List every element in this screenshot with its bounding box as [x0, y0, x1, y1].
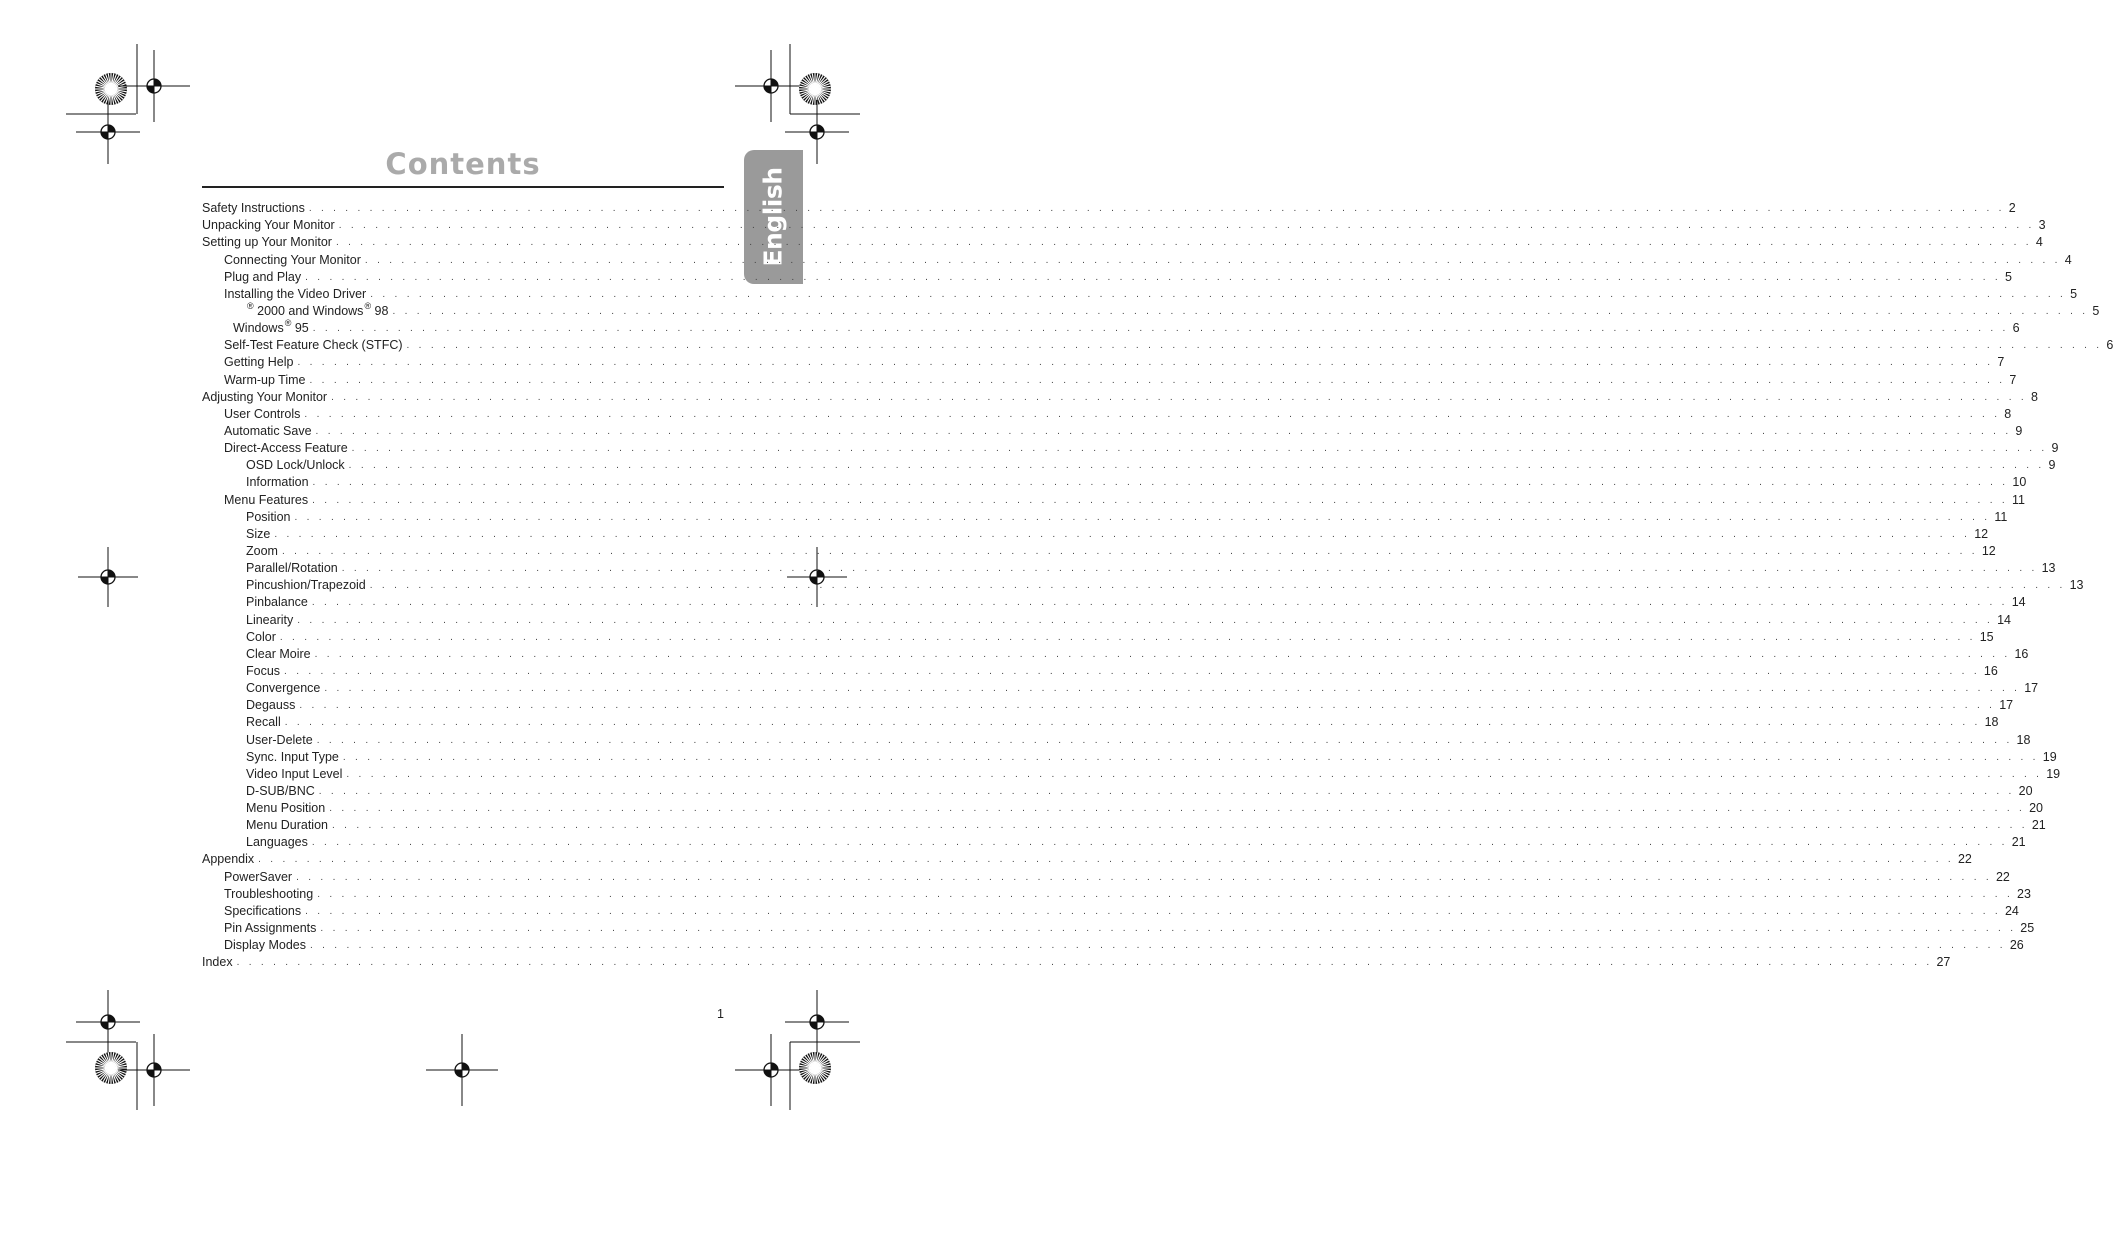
toc-entry-page: 19: [2046, 766, 2061, 781]
toc-entry: [202, 935, 2024, 953]
toc-entry-page: 10: [2012, 475, 2027, 490]
toc-entry-page: 4: [2064, 252, 2072, 267]
toc-entry-label: Menu Features: [224, 492, 309, 507]
toc-entry-label: Plug and Play: [224, 269, 302, 284]
toc-entry-page: 17: [2024, 681, 2039, 696]
toc-entry-label: D-SUB/BNC: [246, 783, 315, 798]
toc-entry: [202, 849, 1972, 867]
dot-leader: . . . . . . . . . . . . . . . . . . . . . . . . . . . . . . . . . . . . . . . . . . . . . . . . . . . . . . . . . . . . . . . . . . . . . . . . . . . . . . . . . . . . . . . . . . . . . . . . . . . . . . . . . . . . . . . . . . . . . . . . . . . . . . . . . . . . . . . . . . . .: [338, 220, 2035, 232]
toc-entry-page: 5: [2070, 286, 2078, 301]
dot-leader: . . . . . . . . . . . . . . . . . . . . . . . . . . . . . . . . . . . . . . . . . . . . . . . . . . . . . . . . . . . . . . . . . . . . . . . . . . . . . . . . . . . . . . . . . . . . . . . . . . . . . . . . . . . . . . . . . . . . . . . . . . . . . . . . . . . . . . . . . . . .: [318, 785, 2015, 797]
toc-entry-page: 5: [2092, 303, 2100, 318]
toc-entry: [202, 421, 2023, 438]
toc-entry: [202, 472, 2027, 490]
toc-entry-page: 20: [2018, 783, 2033, 798]
toc-entry: [202, 558, 2056, 576]
toc-entry-page: 14: [1997, 612, 2012, 627]
dot-leader: . . . . . . . . . . . . . . . . . . . . . . . . . . . . . . . . . . . . . . . . . . . . . . . . . . . . . . . . . . . . . . . . . . . . . . . . . . . . . . . . . . . . . . . . . . . . . . . . . . . . . . . . . . . . . . . . . . . . . . . . . . . . . . . . . . . . . . . . . . . .: [369, 580, 2066, 592]
toc-entry-label: Index: [202, 955, 233, 970]
toc-entry: [202, 644, 2029, 661]
toc-entry-page: 13: [2069, 578, 2084, 593]
toc-entry-label: Convergence: [246, 681, 321, 696]
title-rule: [202, 186, 724, 188]
dot-leader: . . . . . . . . . . . . . . . . . . . . . . . . . . . . . . . . . . . . . . . . . . . . . . . . . . . . . . . . . . . . . . . . . . . . . . . . . . . . . . . . . . . . . . . . . . . . . . . . . . . . . . . . . . . . . . . . . . . . . . . . . . . . . . . . . . . . . . . . . . . .: [342, 751, 2039, 763]
dot-leader: . . . . . . . . . . . . . . . . . . . . . . . . . . . . . . . . . . . . . . . . . . . . . . . . . . . . . . . . . . . . . . . . . . . . . . . . . . . . . . . . . . . . . . . . . . . . . . . . . . . . . . . . . . . . . . . . . . . . . . . . . . . . . . . . . . . . . . . . . . . .: [294, 511, 1991, 523]
dot-leader: . . . . . . . . . . . . . . . . . . . . . . . . . . . . . . . . . . . . . . . . . . . . . . . . . . . . . . . . . . . . . . . . . . . . . . . . . . . . . . . . . . . . . . . . . . . . . . . . . . . . . . . . . . . . . . . . . . . . . . . . . . . . . . . . . . . . . . . . . . . .: [320, 923, 2017, 935]
toc-entry-page: 21: [2011, 835, 2026, 850]
toc-entry-label: Getting Help: [224, 355, 294, 370]
toc-entry-label: Setting up Your Monitor: [202, 235, 332, 250]
toc-entry-label: Connecting Your Monitor: [224, 252, 361, 267]
dot-leader: . . . . . . . . . . . . . . . . . . . . . . . . . . . . . . . . . . . . . . . . . . . . . . . . . . . . . . . . . . . . . . . . . . . . . . . . . . . . . . . . . . . . . . . . . . . . . . . . . . . . . . . . . . . . . . . . . . . . . . . . . . . . . . . . . . . . . . . . . . . .: [346, 768, 2043, 780]
dot-leader: . . . . . . . . . . . . . . . . . . . . . . . . . . . . . . . . . . . . . . . . . . . . . . . . . . . . . . . . . . . . . . . . . . . . . . . . . . . . . . . . . . . . . . . . . . . . . . . . . . . . . . . . . . . . . . . . . . . . . . . . . . . . . . . . . . . . . . . . . . . .: [351, 443, 2048, 455]
toc-entry-label: ® 2000 and Windows® 98: [247, 300, 389, 318]
dot-leader: . . . . . . . . . . . . . . . . . . . . . . . . . . . . . . . . . . . . . . . . . . . . . . . . . . . . . . . . . . . . . . . . . . . . . . . . . . . . . . . . . . . . . . . . . . . . . . . . . . . . . . . . . . . . . . . . . . . . . . . . . . . . . . . . . . . . . . . . . . . .: [315, 425, 2012, 437]
toc-entry-page: 16: [1983, 663, 1998, 678]
dot-leader: . . . . . . . . . . . . . . . . . . . . . . . . . . . . . . . . . . . . . . . . . . . . . . . . . . . . . . . . . . . . . . . . . . . . . . . . . . . . . . . . . . . . . . . . . . . . . . . . . . . . . . . . . . . . . . . . . . . . . . . . . . . . . . . . . . . . . . . . . . . .: [308, 203, 2005, 215]
toc-entry: [202, 661, 1998, 678]
toc-entry-label: Troubleshooting: [224, 886, 314, 901]
dot-leader: . . . . . . . . . . . . . . . . . . . . . . . . . . . . . . . . . . . . . . . . . . . . . . . . . . . . . . . . . . . . . . . . . . . . . . . . . . . . . . . . . . . . . . . . . . . . . . . . . . . . . . . . . . . . . . . . . . . . . . . . . . . . . . . . . . . . . . . . . . . .: [305, 271, 2001, 283]
toc-entry: [202, 352, 2005, 370]
toc-entry-label: Safety Instructions: [202, 201, 305, 216]
toc-entry-page: 18: [2016, 732, 2031, 747]
toc-entry-label: Display Modes: [224, 938, 306, 953]
toc-entry: [202, 798, 2043, 816]
dot-leader: . . . . . . . . . . . . . . . . . . . . . . . . . . . . . . . . . . . . . . . . . . . . . . . . . . . . . . . . . . . . . . . . . . . . . . . . . . . . . . . . . . . . . . . . . . . . . . . . . . . . . . . . . . . . . . . . . . . . . . . . . . . . . . . . . . . . . . . . . . . .: [335, 237, 2032, 249]
dot-leader: . . . . . . . . . . . . . . . . . . . . . . . . . . . . . . . . . . . . . . . . . . . . . . . . . . . . . . . . . . . . . . . . . . . . . . . . . . . . . . . . . . . . . . . . . . . . . . . . . . . . . . . . . . . . . . . . . . . . . . . . . . . . . . . . . . . . . . . . . . . .: [312, 494, 2008, 506]
toc-entry-page: 14: [2011, 595, 2026, 610]
toc-entry: [202, 404, 2012, 421]
toc-entry-page: 12: [1981, 543, 1996, 558]
toc-entry: [202, 524, 1989, 541]
toc-entry-page: 8: [2004, 406, 2012, 421]
toc-entry-label: Menu Position: [246, 801, 326, 816]
toc-entry: [202, 249, 2072, 267]
toc-entry-label: Pin Assignments: [224, 921, 317, 936]
dot-leader: . . . . . . . . . . . . . . . . . . . . . . . . . . . . . . . . . . . . . . . . . . . . . . . . . . . . . . . . . . . . . . . . . . . . . . . . . . . . . . . . . . . . . . . . . . . . . . . . . . . . . . . . . . . . . . . . . . . . . . . . . . . . . . . . . . . . . . . . . . . .: [364, 254, 2061, 266]
toc-entry-label: Installing the Video Driver: [224, 286, 367, 301]
toc-entry: [202, 695, 2014, 713]
dot-leader: . . . . . . . . . . . . . . . . . . . . . . . . . . . . . . . . . . . . . . . . . . . . . . . . . . . . . . . . . . . . . . . . . . . . . . . . . . . . . . . . . . . . . . . . . . . . . . . . . . . . . . . . . . . . . . . . . . . . . . . . . . . . . . . . . . . . . . . . . . . .: [284, 717, 1981, 729]
toc-entry-page: 24: [2004, 903, 2019, 918]
dot-leader: . . . . . . . . . . . . . . . . . . . . . . . . . . . . . . . . . . . . . . . . . . . . . . . . . . . . . . . . . . . . . . . . . . . . . . . . . . . . . . . . . . . . . . . . . . . . . . . . . . . . . . . . . . . . . . . . . . . . . . . . . . . . . . . . . . . . . . . . . . . .: [314, 648, 2011, 660]
dot-leader: . . . . . . . . . . . . . . . . . . . . . . . . . . . . . . . . . . . . . . . . . . . . . . . . . . . . . . . . . . . . . . . . . . . . . . . . . . . . . . . . . . . . . . . . . . . . . . . . . . . . . . . . . . . . . . . . . . . . . . . . . . . . . . . . . . . . . . . . . . . .: [309, 374, 2006, 386]
dot-leader: . . . . . . . . . . . . . . . . . . . . . . . . . . . . . . . . . . . . . . . . . . . . . . . . . . . . . . . . . . . . . . . . . . . . . . . . . . . . . . . . . . . . . . . . . . . . . . . . . . . . . . . . . . . . . . . . . . . . . . . . . . . . . . . . . . . . . . . . . . . .: [324, 683, 2021, 695]
toc-entry: [202, 507, 2008, 524]
dot-leader: . . . . . . . . . . . . . . . . . . . . . . . . . . . . . . . . . . . . . . . . . . . . . . . . . . . . . . . . . . . . . . . . . . . . . . . . . . . . . . . . . . . . . . . . . . . . . . . . . . . . . . . . . . . . . . . . . . . . . . . . . . . . . . . . . . . . . . . . . . . .: [236, 957, 1933, 969]
toc-entry-page: 25: [2020, 921, 2035, 936]
dot-leader: . . . . . . . . . . . . . . . . . . . . . . . . . . . . . . . . . . . . . . . . . . . . . . . . . . . . . . . . . . . . . . . . . . . . . . . . . . . . . . . . . . . . . . . . . . . . . . . . . . . . . . . . . . . . . . . . . . . . . . . . . . . . . . . . . . . . . . . . . . . .: [309, 940, 2006, 952]
toc-entry-page: 7: [1997, 355, 2005, 370]
toc-entry: [202, 489, 2025, 507]
dot-leader: . . . . . . . . . . . . . . . . . . . . . . . . . . . . . . . . . . . . . . . . . . . . . . . . . . . . . . . . . . . . . . . . . . . . . . . . . . . . . . . . . . . . . . . . . . . . . . . . . . . . . . . . . . . . . . . . . . . . . . . . . . . . . . . . . . . . . . . . . . . .: [279, 631, 1976, 643]
toc-entry: [202, 918, 2035, 936]
toc-entry: [202, 952, 1951, 970]
toc-entry-label: Recall: [246, 715, 281, 730]
toc-entry-label: PowerSaver: [224, 869, 293, 884]
toc-entry-label: Automatic Save: [224, 423, 312, 438]
toc-entry-label: Size: [246, 526, 271, 541]
toc-entry-label: User-Delete: [246, 732, 313, 747]
toc-entry-label: Pincushion/Trapezoid: [246, 578, 366, 593]
dot-leader: . . . . . . . . . . . . . . . . . . . . . . . . . . . . . . . . . . . . . . . . . . . . . . . . . . . . . . . . . . . . . . . . . . . . . . . . . . . . . . . . . . . . . . . . . . . . . . . . . . . . . . . . . . . . . . . . . . . . . . . . . . . . . . . . . . . . . . . . . . . .: [348, 460, 2045, 472]
toc-entry: [202, 712, 1999, 730]
toc-entry: [202, 438, 2059, 456]
toc-entry-page: 23: [2017, 886, 2031, 901]
toc-entry-page: 9: [2048, 458, 2056, 473]
dot-leader: . . . . . . . . . . . . . . . . . . . . . . . . . . . . . . . . . . . . . . . . . . . . . . . . . . . . . . . . . . . . . . . . . . . . . . . . . . . . . . . . . . . . . . . . . . . . . . . . . . . . . . . . . . . . . . . . . . . . . . . . . . . . . . . . . . . . . . . . . . . .: [312, 477, 2009, 489]
toc-entry-page: 3: [2038, 218, 2046, 233]
toc-entry: [202, 866, 2010, 884]
crosshair-target-icon: [76, 990, 140, 1054]
toc-entry: [202, 318, 2020, 336]
toc-entry-label: Focus: [246, 663, 281, 678]
toc-entry-label: Sync. Input Type: [246, 749, 339, 764]
toc-entry: [202, 541, 1996, 558]
dot-leader: . . . . . . . . . . . . . . . . . . . . . . . . . . . . . . . . . . . . . . . . . . . . . . . . . . . . . . . . . . . . . . . . . . . . . . . . . . . . . . . . . . . . . . . . . . . . . . . . . . . . . . . . . . . . . . . . . . . . . . . . . . . . . . . . . . . . . . . . . . . .: [329, 803, 2026, 815]
toc-entry: [202, 764, 2061, 781]
toc-entry: [202, 729, 2031, 747]
toc-entry-label: Clear Moire: [246, 646, 311, 661]
toc-entry-page: 19: [2042, 749, 2057, 764]
toc-entry: [202, 627, 1994, 644]
toc-entry-label: Menu Duration: [246, 818, 328, 833]
dot-leader: . . . . . . . . . . . . . . . . . . . . . . . . . . . . . . . . . . . . . . . . . . . . . . . . . . . . . . . . . . . . . . . . . . . . . . . . . . . . . . . . . . . . . . . . . . . . . . . . . . . . . . . . . . . . . . . . . . . . . . . . . . . . . . . . . . . . . . . . . . . .: [312, 323, 2009, 335]
page-number: 1: [717, 1007, 724, 1021]
toc-entry-page: 9: [2015, 423, 2023, 438]
registered-mark: ®: [284, 318, 292, 329]
toc-entry-label: Degauss: [246, 698, 296, 713]
toc-entry-page: 15: [1979, 629, 1994, 644]
crosshair-target-icon: [78, 547, 138, 607]
toc-entry: [202, 198, 2016, 216]
dot-leader: . . . . . . . . . . . . . . . . . . . . . . . . . . . . . . . . . . . . . . . . . . . . . . . . . . . . . . . . . . . . . . . . . . . . . . . . . . . . . . . . . . . . . . . . . . . . . . . . . . . . . . . . . . . . . . . . . . . . . . . . . . . . . . . . . . . . . . . . . . . .: [392, 305, 2089, 317]
dot-leader: . . . . . . . . . . . . . . . . . . . . . . . . . . . . . . . . . . . . . . . . . . . . . . . . . . . . . . . . . . . . . . . . . . . . . . . . . . . . . . . . . . . . . . . . . . . . . . . . . . . . . . . . . . . . . . . . . . . . . . . . . . . . . . . . . . . . . . . . . . . .: [284, 665, 1980, 677]
starburst-target-icon: [799, 1052, 831, 1084]
toc-entry-page: 26: [2009, 938, 2024, 953]
toc-entry: [202, 901, 2019, 918]
toc-entry-page: 22: [1995, 869, 2010, 884]
toc-entry: [202, 884, 2031, 901]
toc-entry-page: 6: [2012, 321, 2020, 336]
dot-leader: . . . . . . . . . . . . . . . . . . . . . . . . . . . . . . . . . . . . . . . . . . . . . . . . . . . . . . . . . . . . . . . . . . . . . . . . . . . . . . . . . . . . . . . . . . . . . . . . . . . . . . . . . . . . . . . . . . . . . . . . . . . . . . . . . . . . . . . . . . . .: [311, 597, 2008, 609]
toc-entry-label: Direct-Access Feature: [224, 441, 348, 456]
dot-leader: . . . . . . . . . . . . . . . . . . . . . . . . . . . . . . . . . . . . . . . . . . . . . . . . . . . . . . . . . . . . . . . . . . . . . . . . . . . . . . . . . . . . . . . . . . . . . . . . . . . . . . . . . . . . . . . . . . . . . . . . . . . . . . . . . . . . . . . . . . . .: [331, 391, 2027, 403]
toc-entry-label: Warm-up Time: [224, 372, 306, 387]
toc-entry-label: Video Input Level: [246, 766, 343, 781]
crosshair-target-icon: [785, 990, 849, 1054]
registered-mark: ®: [247, 300, 254, 311]
toc-entry: [202, 609, 2012, 627]
toc-entry-page: 27: [1936, 955, 1951, 970]
toc-entry-label: Information: [246, 475, 309, 490]
dot-leader: . . . . . . . . . . . . . . . . . . . . . . . . . . . . . . . . . . . . . . . . . . . . . . . . . . . . . . . . . . . . . . . . . . . . . . . . . . . . . . . . . . . . . . . . . . . . . . . . . . . . . . . . . . . . . . . . . . . . . . . . . . . . . . . . . . . . . . . . . . . .: [341, 563, 2038, 575]
toc-entry-label: Adjusting Your Monitor: [202, 389, 328, 404]
toc-entry-page: 4: [2035, 235, 2043, 250]
crosshair-target-icon: [426, 1034, 498, 1106]
toc-entry: [202, 678, 2039, 696]
toc-entry-label: Linearity: [246, 612, 294, 627]
toc-entry-label: Languages: [246, 835, 308, 850]
toc-entry-label: Color: [246, 629, 276, 644]
dot-leader: . . . . . . . . . . . . . . . . . . . . . . . . . . . . . . . . . . . . . . . . . . . . . . . . . . . . . . . . . . . . . . . . . . . . . . . . . . . . . . . . . . . . . . . . . . . . . . . . . . . . . . . . . . . . . . . . . . . . . . . . . . . . . . . . . . . . . . . . . . . .: [281, 545, 1978, 557]
toc-entry-label: Pinbalance: [246, 595, 308, 610]
toc-entry-page: 11: [2011, 492, 2025, 507]
toc-entry: [202, 369, 2017, 387]
crosshair-target-icon: [735, 50, 807, 122]
toc-entry-page: 5: [2005, 269, 2012, 284]
dot-leader: . . . . . . . . . . . . . . . . . . . . . . . . . . . . . . . . . . . . . . . . . . . . . . . . . . . . . . . . . . . . . . . . . . . . . . . . . . . . . . . . . . . . . . . . . . . . . . . . . . . . . . . . . . . . . . . . . . . . . . . . . . . . . . . . . . . . . . . . . . . .: [297, 357, 1994, 369]
toc-entry-page: 2: [2008, 201, 2016, 216]
dot-leader: . . . . . . . . . . . . . . . . . . . . . . . . . . . . . . . . . . . . . . . . . . . . . . . . . . . . . . . . . . . . . . . . . . . . . . . . . . . . . . . . . . . . . . . . . . . . . . . . . . . . . . . . . . . . . . . . . . . . . . . . . . . . . . . . . . . . . . . . . . . .: [305, 905, 2001, 917]
dot-leader: . . . . . . . . . . . . . . . . . . . . . . . . . . . . . . . . . . . . . . . . . . . . . . . . . . . . . . . . . . . . . . . . . . . . . . . . . . . . . . . . . . . . . . . . . . . . . . . . . . . . . . . . . . . . . . . . . . . . . . . . . . . . . . . . . . . . . . . . . . . .: [296, 871, 1992, 883]
toc-entry-page: 21: [2031, 818, 2046, 833]
registered-mark: ®: [364, 300, 372, 311]
toc-entry-page: 12: [1974, 526, 1989, 541]
toc-entry-page: 18: [1984, 715, 1999, 730]
toc-entry: [202, 575, 2084, 593]
toc-entry-page: 16: [2014, 646, 2029, 661]
toc-entry: [202, 215, 2046, 233]
toc-entry-label: Specifications: [224, 903, 302, 918]
toc-entry-page: 20: [2029, 801, 2043, 816]
toc-entry-label: Parallel/Rotation: [246, 561, 338, 576]
toc-entry: [202, 335, 2113, 353]
toc-entry: [202, 387, 2038, 404]
starburst-target-icon: [799, 73, 831, 105]
dot-leader: . . . . . . . . . . . . . . . . . . . . . . . . . . . . . . . . . . . . . . . . . . . . . . . . . . . . . . . . . . . . . . . . . . . . . . . . . . . . . . . . . . . . . . . . . . . . . . . . . . . . . . . . . . . . . . . . . . . . . . . . . . . . . . . . . . . . . . . . . . . .: [311, 837, 2008, 849]
toc-entry: [202, 232, 2043, 250]
toc-entry-page: 9: [2051, 441, 2059, 456]
dot-leader: . . . . . . . . . . . . . . . . . . . . . . . . . . . . . . . . . . . . . . . . . . . . . . . . . . . . . . . . . . . . . . . . . . . . . . . . . . . . . . . . . . . . . . . . . . . . . . . . . . . . . . . . . . . . . . . . . . . . . . . . . . . . . . . . . . . . . . . . . . . .: [317, 888, 2014, 900]
toc-entry: [202, 832, 2026, 850]
toc-entry-label: Unpacking Your Monitor: [202, 218, 335, 233]
toc-entry-label: Self-Test Feature Check (STFC): [224, 338, 403, 353]
dot-leader: . . . . . . . . . . . . . . . . . . . . . . . . . . . . . . . . . . . . . . . . . . . . . . . . . . . . . . . . . . . . . . . . . . . . . . . . . . . . . . . . . . . . . . . . . . . . . . . . . . . . . . . . . . . . . . . . . . . . . . . . . . . . . . . . . . . . . . . . . . . .: [304, 408, 2001, 420]
toc-entry-label: Appendix: [202, 852, 255, 867]
toc-entry-label: Windows® 95: [233, 318, 309, 336]
dot-leader: . . . . . . . . . . . . . . . . . . . . . . . . . . . . . . . . . . . . . . . . . . . . . . . . . . . . . . . . . . . . . . . . . . . . . . . . . . . . . . . . . . . . . . . . . . . . . . . . . . . . . . . . . . . . . . . . . . . . . . . . . . . . . . . . . . . . . . . . . . . .: [406, 340, 2103, 352]
toc-entry-page: 6: [2106, 338, 2113, 353]
starburst-target-icon: [95, 73, 127, 105]
toc-entry-page: 7: [2009, 372, 2017, 387]
starburst-target-icon: [95, 1052, 127, 1084]
dot-leader: . . . . . . . . . . . . . . . . . . . . . . . . . . . . . . . . . . . . . . . . . . . . . . . . . . . . . . . . . . . . . . . . . . . . . . . . . . . . . . . . . . . . . . . . . . . . . . . . . . . . . . . . . . . . . . . . . . . . . . . . . . . . . . . . . . . . . . . . . . . .: [316, 734, 2013, 746]
dot-leader: . . . . . . . . . . . . . . . . . . . . . . . . . . . . . . . . . . . . . . . . . . . . . . . . . . . . . . . . . . . . . . . . . . . . . . . . . . . . . . . . . . . . . . . . . . . . . . . . . . . . . . . . . . . . . . . . . . . . . . . . . . . . . . . . . . . . . . . . . . . .: [332, 820, 2028, 832]
dot-leader: . . . . . . . . . . . . . . . . . . . . . . . . . . . . . . . . . . . . . . . . . . . . . . . . . . . . . . . . . . . . . . . . . . . . . . . . . . . . . . . . . . . . . . . . . . . . . . . . . . . . . . . . . . . . . . . . . . . . . . . . . . . . . . . . . . . . . . . . . . . .: [297, 614, 1994, 626]
toc-entry-page: 11: [1994, 509, 2008, 524]
toc-entry-page: 17: [1999, 698, 2014, 713]
dot-leader: . . . . . . . . . . . . . . . . . . . . . . . . . . . . . . . . . . . . . . . . . . . . . . . . . . . . . . . . . . . . . . . . . . . . . . . . . . . . . . . . . . . . . . . . . . . . . . . . . . . . . . . . . . . . . . . . . . . . . . . . . . . . . . . . . . . . . . . . . . . .: [258, 854, 1954, 866]
toc-entry: [202, 592, 2026, 610]
toc-entry-page: 8: [2030, 389, 2038, 404]
toc-entry-label: Position: [246, 509, 291, 524]
toc-entry: [202, 781, 2033, 798]
crosshair-target-icon: [118, 50, 190, 122]
toc-entry-page: 13: [2041, 561, 2056, 576]
toc-entry: [202, 747, 2057, 764]
toc-entry: [202, 455, 2056, 473]
toc-entry-page: 22: [1957, 852, 1972, 867]
dot-leader: . . . . . . . . . . . . . . . . . . . . . . . . . . . . . . . . . . . . . . . . . . . . . . . . . . . . . . . . . . . . . . . . . . . . . . . . . . . . . . . . . . . . . . . . . . . . . . . . . . . . . . . . . . . . . . . . . . . . . . . . . . . . . . . . . . . . . . . . . . . .: [274, 528, 1971, 540]
toc-entry-label: Zoom: [246, 543, 278, 558]
crosshair-target-icon: [735, 1034, 807, 1106]
toc-entry: [202, 267, 2012, 284]
language-tab-label: English: [758, 167, 788, 267]
toc-entry-label: OSD Lock/Unlock: [246, 458, 345, 473]
crosshair-target-icon: [76, 100, 140, 164]
toc-entry: [202, 815, 2046, 833]
dot-leader: . . . . . . . . . . . . . . . . . . . . . . . . . . . . . . . . . . . . . . . . . . . . . . . . . . . . . . . . . . . . . . . . . . . . . . . . . . . . . . . . . . . . . . . . . . . . . . . . . . . . . . . . . . . . . . . . . . . . . . . . . . . . . . . . . . . . . . . . . . . .: [299, 700, 1996, 712]
page-title: Contents: [385, 147, 541, 181]
crosshair-target-icon: [118, 1034, 190, 1106]
dot-leader: . . . . . . . . . . . . . . . . . . . . . . . . . . . . . . . . . . . . . . . . . . . . . . . . . . . . . . . . . . . . . . . . . . . . . . . . . . . . . . . . . . . . . . . . . . . . . . . . . . . . . . . . . . . . . . . . . . . . . . . . . . . . . . . . . . . . . . . . . . . .: [370, 288, 2067, 300]
toc-entry-label: User Controls: [224, 406, 301, 421]
